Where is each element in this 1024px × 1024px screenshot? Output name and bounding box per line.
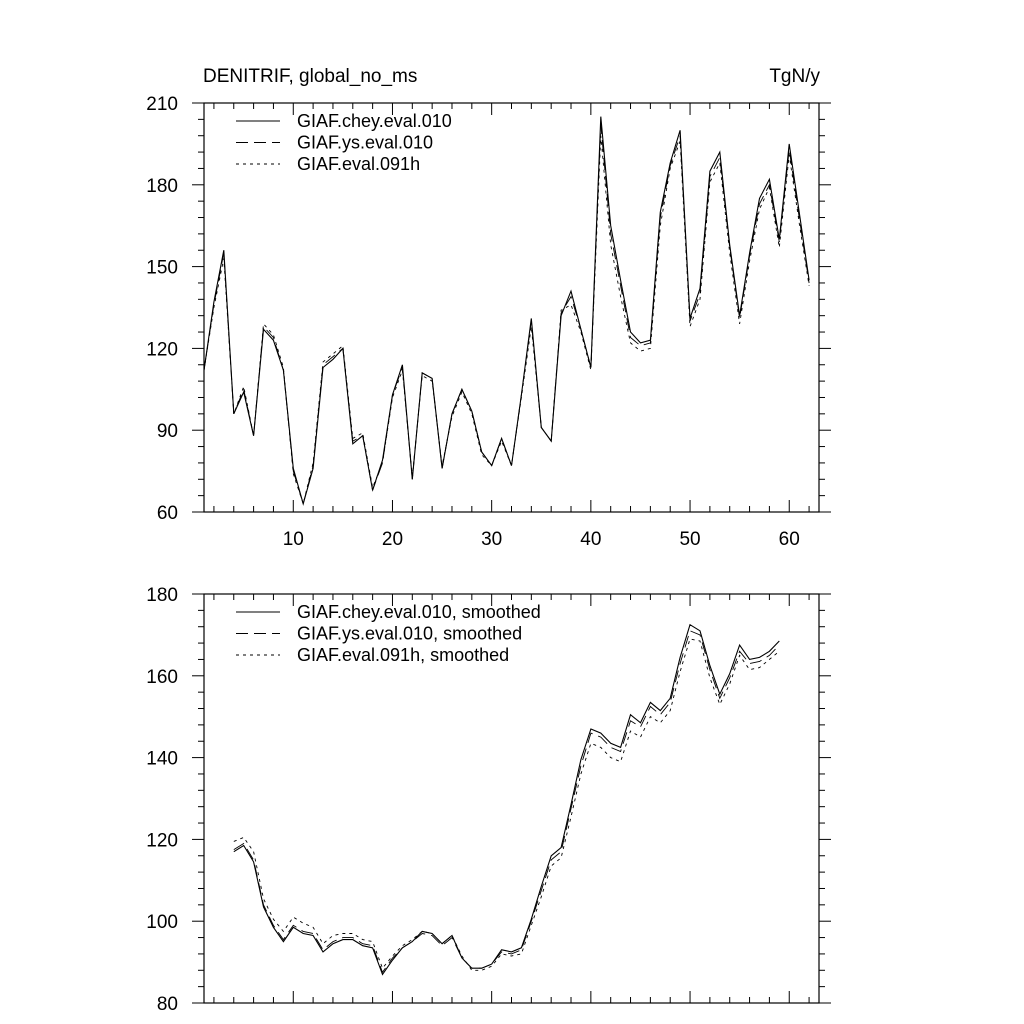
series-line <box>234 625 780 975</box>
y-tick-label: 80 <box>156 994 178 1015</box>
x-tick-label: 30 <box>481 529 503 550</box>
x-tick-label: 20 <box>381 529 404 550</box>
y-tick-label: 210 <box>146 94 178 115</box>
legend-label: GIAF.chey.eval.010, smoothed <box>297 602 541 622</box>
y-tick-label: 150 <box>146 257 178 279</box>
y-tick-label: 100 <box>146 912 178 934</box>
x-tick-label: 50 <box>679 529 701 550</box>
y-tick-label: 180 <box>146 585 178 606</box>
chart-units: TgN/y <box>769 66 820 87</box>
chart-title: DENITRIF, global_no_ms <box>203 66 418 87</box>
y-tick-label: 90 <box>156 421 178 443</box>
top-panel <box>146 94 831 550</box>
y-tick-label: 140 <box>146 748 178 770</box>
x-tick-label: 40 <box>580 529 602 550</box>
series-line <box>204 136 809 504</box>
legend-label: GIAF.ys.eval.010, smoothed <box>297 623 523 644</box>
x-tick-label: 60 <box>778 529 800 550</box>
series-line <box>204 125 809 504</box>
x-tick-label: 10 <box>282 529 304 550</box>
y-tick-label: 120 <box>146 830 178 852</box>
y-tick-label: 160 <box>146 666 178 688</box>
legend-label: GIAF.eval.091h <box>297 154 421 174</box>
bottom-panel <box>146 585 831 1015</box>
series-line <box>204 117 809 504</box>
legend-label: GIAF.eval.091h, smoothed <box>297 645 510 665</box>
y-tick-label: 180 <box>146 175 178 197</box>
series-line <box>234 639 780 970</box>
legend-label: GIAF.ys.eval.010 <box>297 132 434 153</box>
y-tick-label: 120 <box>146 339 178 361</box>
y-tick-label: 60 <box>156 503 178 524</box>
series-line <box>234 631 780 973</box>
legend-label: GIAF.chey.eval.010 <box>297 111 452 131</box>
